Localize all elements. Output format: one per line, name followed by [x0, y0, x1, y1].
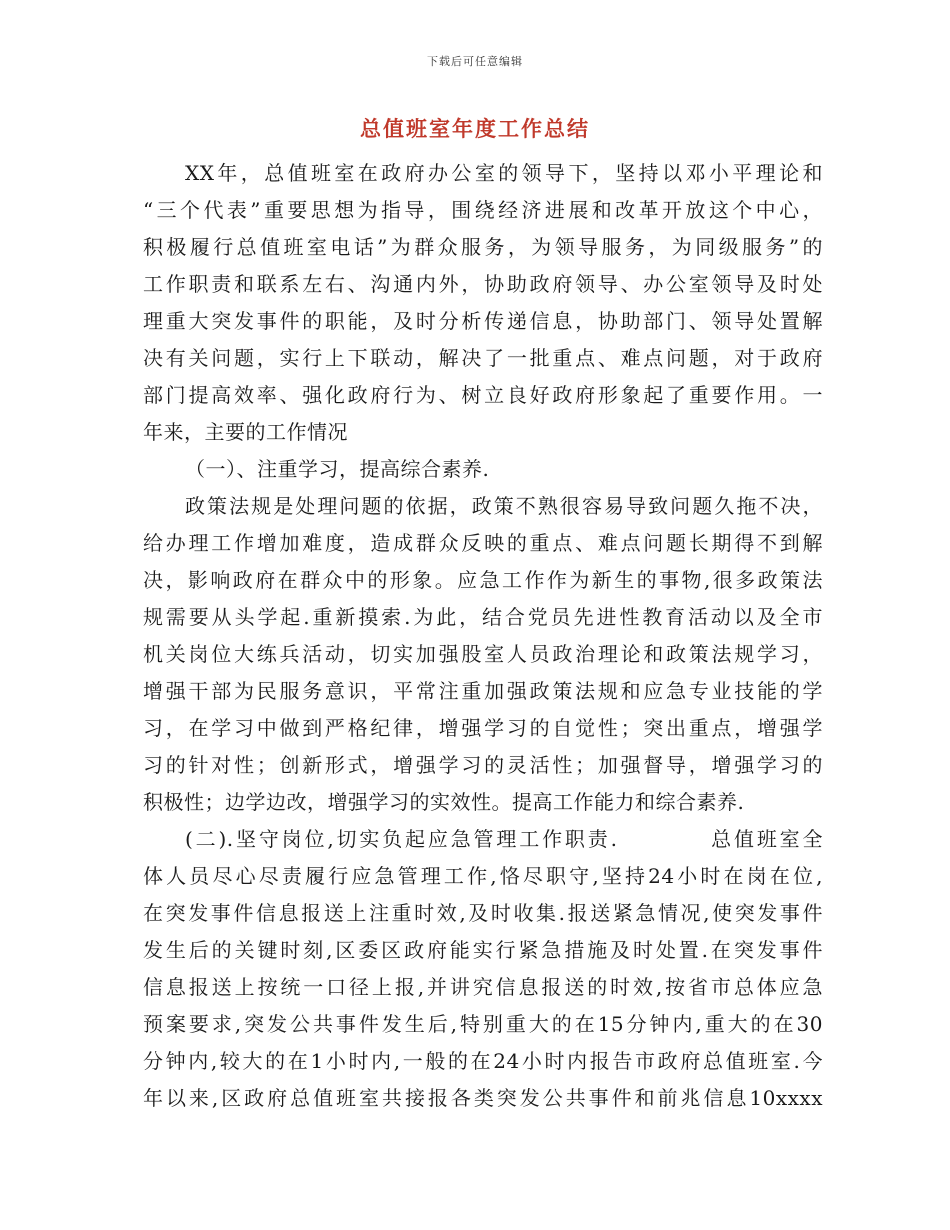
- body-line: 预案要求,突发公共事件发生后,特别重大的在15分钟内,重大的在30: [143, 1012, 823, 1036]
- body-line: 决，影响政府在群众中的形象。应急工作作为新生的事物,很多政策法: [143, 568, 823, 592]
- section-heading-1: （一）、注重学习，提高综合素养.: [185, 457, 490, 481]
- body-line: 体人员尽心尽责履行应急管理工作,恪尽职守,坚持24小时在岗在位,: [143, 864, 823, 888]
- body-line: 积极履行总值班室电话”为群众服务，为领导服务，为同级服务”的: [143, 235, 823, 259]
- body-line: 增强干部为民服务意识，平常注重加强政策法规和应急专业技能的学: [143, 679, 823, 703]
- body-line: 习，在学习中做到严格纪律，增强学习的自觉性；突出重点，增强学: [143, 716, 823, 740]
- body-line: 决有关问题，实行上下联动，解决了一批重点、难点问题，对于政府: [143, 346, 823, 370]
- body-line: 分钟内,较大的在1小时内,一般的在24小时内报告市政府总值班室.今: [143, 1049, 823, 1073]
- document-title: 总值班室年度工作总结: [360, 116, 590, 141]
- body-line: 规需要从头学起.重新摸索.为此，结合党员先进性教育活动以及全市: [143, 605, 823, 629]
- body-line: 政策法规是处理问题的依据，政策不熟很容易导致问题久拖不决，: [185, 494, 823, 518]
- body-line: XX年，总值班室在政府办公室的领导下，坚持以邓小平理论和: [185, 161, 823, 185]
- body-line: 发生后的关键时刻,区委区政府能实行紧急措施及时处置.在突发事件: [143, 938, 823, 962]
- body-line: 给办理工作增加难度，造成群众反映的重点、难点问题长期得不到解: [143, 531, 823, 555]
- body-line: 机关岗位大练兵活动，切实加强股室人员政治理论和政策法规学习，: [143, 642, 823, 666]
- body-line: 年以来,区政府总值班室共接报各类突发公共事件和前兆信息10xxxx: [143, 1086, 823, 1110]
- section-heading-2: (二).坚守岗位,切实负起应急管理工作职责. 总值班室全: [185, 827, 823, 851]
- body-line: 部门提高效率、强化政府行为、树立良好政府形象起了重要作用。一: [143, 383, 823, 407]
- body-line: 年来，主要的工作情况: [143, 420, 348, 444]
- header-note: 下载后可任意编辑: [427, 55, 523, 68]
- body-line: “三个代表”重要思想为指导，围绕经济进展和改革开放这个中心，: [143, 198, 823, 222]
- body-line: 信息报送上按统一口径上报,并讲究信息报送的时效,按省市总体应急: [143, 975, 823, 999]
- body-line: 积极性；边学边改，增强学习的实效性。提高工作能力和综合素养.: [143, 790, 745, 814]
- body-line: 工作职责和联系左右、沟通内外，协助政府领导、办公室领导及时处: [143, 272, 823, 296]
- body-line: 在突发事件信息报送上注重时效,及时收集.报送紧急情况,使突发事件: [143, 901, 823, 925]
- body-line: 理重大突发事件的职能，及时分析传递信息，协助部门、领导处置解: [143, 309, 823, 333]
- body-line: 习的针对性；创新形式，增强学习的灵活性；加强督导，增强学习的: [143, 753, 823, 777]
